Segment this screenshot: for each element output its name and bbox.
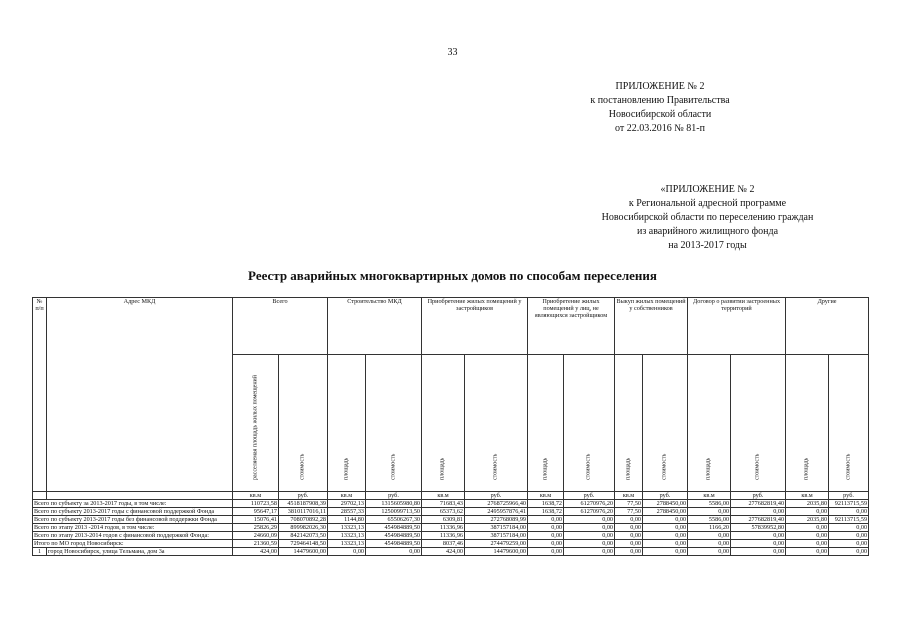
header-construction: Строительство МКД xyxy=(328,298,422,355)
subheader-area: площадь xyxy=(688,355,731,492)
row-value-cell: 0,00 xyxy=(786,508,829,516)
row-value-cell: 0,00 xyxy=(366,548,422,556)
table-row xyxy=(33,508,869,516)
row-value-cell: 0,00 xyxy=(829,508,869,516)
row-value-cell: 0,00 xyxy=(615,524,643,532)
row-value-cell: 0,00 xyxy=(829,532,869,540)
row-value-cell: 0,00 xyxy=(328,548,366,556)
row-value-cell: 0,00 xyxy=(786,548,829,556)
subheader-area: площадь xyxy=(615,355,643,492)
row-value-cell: 71683,43 xyxy=(422,500,465,508)
row-value-cell: 2768725966,40 xyxy=(465,500,528,508)
row-label: Итого по МО город Новосибирск: xyxy=(33,540,233,548)
unit-rub: руб. xyxy=(279,492,328,500)
row-label: Всего по субъекту за 2013-2017 годы, в том числе: xyxy=(33,500,233,508)
row-value-cell: 0,00 xyxy=(731,548,786,556)
row-value-cell: 0,00 xyxy=(615,532,643,540)
row-value-cell: 13323,13 xyxy=(328,532,366,540)
header-other: Другие xyxy=(786,298,869,355)
header-development-agreement: Договор о развитии застроенных территорий xyxy=(688,298,786,355)
row-value-cell: 0,00 xyxy=(564,516,615,524)
row-value-cell: 0,00 xyxy=(643,548,688,556)
row-value-cell: 274479259,00 xyxy=(465,540,528,548)
row-value-cell: 65373,62 xyxy=(422,508,465,516)
subheader-cost: стоимость xyxy=(829,355,869,492)
row-value-cell: 92113715,59 xyxy=(829,500,869,508)
row-value-cell: 13323,13 xyxy=(328,524,366,532)
row-value-cell: 277682819,40 xyxy=(731,500,786,508)
unit-sqm: кв.м xyxy=(786,492,829,500)
unit-rub: руб. xyxy=(643,492,688,500)
row-value-cell: 0,00 xyxy=(528,532,564,540)
appendix-line: от 22.03.2016 № 81-п xyxy=(615,123,705,134)
row-value-cell: 21360,59 xyxy=(233,540,279,548)
subheader-cost: стоимость xyxy=(731,355,786,492)
row-value-cell: 0,00 xyxy=(731,540,786,548)
row-value-cell: 13323,13 xyxy=(328,540,366,548)
subheader-cost: стоимость xyxy=(564,355,615,492)
row-value-cell: 110723,58 xyxy=(233,500,279,508)
row-label: город Новосибирск, улица Тельмана, дом 3а xyxy=(47,548,233,556)
header-buyout: Выкуп жилых помещений у собственников xyxy=(615,298,688,355)
registry-table xyxy=(32,297,869,556)
row-value-cell: 842142073,50 xyxy=(279,532,328,540)
row-value-cell: 0,00 xyxy=(615,540,643,548)
header-address: Адрес МКД xyxy=(47,298,233,492)
table-row xyxy=(33,548,869,556)
row-value-cell: 387157184,00 xyxy=(465,524,528,532)
appendix-block-resolution xyxy=(560,80,760,136)
appendix-line: на 2013-2017 годы xyxy=(668,240,747,251)
row-value-cell: 4518187908,39 xyxy=(279,500,328,508)
row-value-cell: 61270976,20 xyxy=(564,508,615,516)
row-value-cell: 272768089,99 xyxy=(465,516,528,524)
row-label: Всего по субъекту 2013-2017 годы без финансовой поддержки Фонда xyxy=(33,516,233,524)
row-value-cell: 25826,29 xyxy=(233,524,279,532)
row-value-cell: 729464148,50 xyxy=(279,540,328,548)
appendix-line: к постановлению Правительства xyxy=(590,95,730,106)
row-value-cell: 0,00 xyxy=(528,548,564,556)
unit-cell-empty xyxy=(47,492,233,500)
row-value-cell: 5586,00 xyxy=(688,500,731,508)
row-value-cell: 8037,46 xyxy=(422,540,465,548)
row-value-cell: 2035,80 xyxy=(786,500,829,508)
row-value-cell: 1315605980,80 xyxy=(366,500,422,508)
row-value-cell: 61270976,20 xyxy=(564,500,615,508)
row-value-cell: 0,00 xyxy=(786,524,829,532)
row-value-cell: 454984889,50 xyxy=(366,532,422,540)
row-value-cell: 0,00 xyxy=(688,540,731,548)
row-value-cell: 0,00 xyxy=(643,516,688,524)
row-value-cell: 3810117016,11 xyxy=(279,508,328,516)
subheader-area: площадь xyxy=(786,355,829,492)
row-value-cell: 28557,33 xyxy=(328,508,366,516)
row-value-cell: 0,00 xyxy=(615,516,643,524)
appendix-line: из аварийного жилищного фонда xyxy=(636,226,779,237)
appendix-block-program xyxy=(555,183,860,253)
unit-sqm: кв.м xyxy=(615,492,643,500)
unit-rub: руб. xyxy=(731,492,786,500)
row-value-cell: 277682819,40 xyxy=(731,516,786,524)
subheader-area: площадь xyxy=(328,355,366,492)
row-value-cell: 0,00 xyxy=(528,540,564,548)
row-value-cell: 0,00 xyxy=(731,508,786,516)
row-value-cell: 2495957876,41 xyxy=(465,508,528,516)
row-value-cell: 14479600,00 xyxy=(279,548,328,556)
row-value-cell: 1250099713,50 xyxy=(366,508,422,516)
row-value-cell: 0,00 xyxy=(786,540,829,548)
subheader-cost: стоимость xyxy=(643,355,688,492)
row-value-cell: 387157184,00 xyxy=(465,532,528,540)
row-label: Всего по этапу 2013-2014 годов с финансовой поддержкой Фонда: xyxy=(33,532,233,540)
row-value-cell: 0,00 xyxy=(731,532,786,540)
unit-sqm: кв.м xyxy=(233,492,279,500)
page-number: 33 xyxy=(447,47,458,58)
row-value-cell: 0,00 xyxy=(564,532,615,540)
row-value-cell: 0,00 xyxy=(688,508,731,516)
subheader-area: площадь xyxy=(528,355,564,492)
row-value-cell: 0,00 xyxy=(829,524,869,532)
appendix-line: Новосибирской области xyxy=(608,109,712,120)
row-value-cell: 0,00 xyxy=(615,548,643,556)
row-value-cell: 424,00 xyxy=(422,548,465,556)
row-value-cell: 6309,81 xyxy=(422,516,465,524)
row-label: Всего по этапу 2013 -2014 годов, в том числе: xyxy=(33,524,233,532)
row-value-cell: 5586,00 xyxy=(688,516,731,524)
row-value-cell: 708070892,28 xyxy=(279,516,328,524)
row-value-cell: 1166,20 xyxy=(688,524,731,532)
unit-sqm: кв.м xyxy=(328,492,366,500)
row-value-cell: 11336,96 xyxy=(422,532,465,540)
row-value-cell: 57839952,80 xyxy=(731,524,786,532)
row-value-cell: 0,00 xyxy=(829,548,869,556)
table-row xyxy=(33,516,869,524)
row-value-cell: 77,50 xyxy=(615,500,643,508)
unit-rub: руб. xyxy=(366,492,422,500)
row-value-cell: 29702,13 xyxy=(328,500,366,508)
subheader-cost: стоимость xyxy=(366,355,422,492)
table-units-row xyxy=(33,492,869,500)
table-row xyxy=(33,524,869,532)
unit-sqm: кв.м xyxy=(528,492,564,500)
row-value-cell: 15076,41 xyxy=(233,516,279,524)
appendix-line: Новосибирской области по переселению граждан xyxy=(601,212,814,223)
row-value-cell: 2035,80 xyxy=(786,516,829,524)
row-value-cell: 95647,17 xyxy=(233,508,279,516)
row-value-cell: 0,00 xyxy=(564,540,615,548)
unit-rub: руб. xyxy=(829,492,869,500)
row-value-cell: 0,00 xyxy=(688,532,731,540)
unit-cell-empty xyxy=(33,492,47,500)
table-row xyxy=(33,500,869,508)
row-value-cell: 0,00 xyxy=(528,516,564,524)
row-value-cell: 454984889,50 xyxy=(366,540,422,548)
appendix-line: ПРИЛОЖЕНИЕ № 2 xyxy=(615,81,705,92)
row-value-cell: 14479600,00 xyxy=(465,548,528,556)
row-label: Всего по субъекту 2013-2017 годы с финансовой поддержкой Фонда xyxy=(33,508,233,516)
header-purchase-developers: Приобретение жилых помещений у застройщиков xyxy=(422,298,528,355)
row-value-cell: 65506267,30 xyxy=(366,516,422,524)
unit-rub: руб. xyxy=(564,492,615,500)
row-value-cell: 0,00 xyxy=(786,532,829,540)
row-value-cell: 2788450,00 xyxy=(643,508,688,516)
row-value-cell: 1638,72 xyxy=(528,500,564,508)
row-value-cell: 0,00 xyxy=(643,540,688,548)
header-purchase-non-developers: Приобретение жилых помещений у лиц, не являющихся застройщиком xyxy=(528,298,615,355)
row-value-cell: 0,00 xyxy=(829,540,869,548)
row-value-cell: 77,50 xyxy=(615,508,643,516)
row-value-cell: 11336,96 xyxy=(422,524,465,532)
row-value-cell: 0,00 xyxy=(643,524,688,532)
row-value-cell: 2788450,00 xyxy=(643,500,688,508)
row-value-cell: 454984889,50 xyxy=(366,524,422,532)
row-value-cell: 0,00 xyxy=(528,524,564,532)
table-row xyxy=(33,540,869,548)
unit-rub: руб. xyxy=(465,492,528,500)
row-value-cell: 424,00 xyxy=(233,548,279,556)
header-total: Всего xyxy=(233,298,328,355)
document-title: Реестр аварийных многоквартирных домов по способам переселения xyxy=(248,268,657,283)
unit-sqm: кв.м xyxy=(422,492,465,500)
row-value-cell: 1144,80 xyxy=(328,516,366,524)
table-group-header-row xyxy=(33,298,869,355)
unit-sqm: кв.м xyxy=(688,492,731,500)
row-value-cell: 24660,09 xyxy=(233,532,279,540)
appendix-line: «ПРИЛОЖЕНИЕ № 2 xyxy=(660,184,755,195)
row-value-cell: 1638,72 xyxy=(528,508,564,516)
row-value-cell: 0,00 xyxy=(564,524,615,532)
row-number: 1 xyxy=(33,548,47,556)
row-value-cell: 899982026,30 xyxy=(279,524,328,532)
row-value-cell: 92113715,59 xyxy=(829,516,869,524)
table-row xyxy=(33,532,869,540)
header-number: № п/п xyxy=(33,298,47,492)
subheader-area: площадь xyxy=(422,355,465,492)
row-value-cell: 0,00 xyxy=(643,532,688,540)
subheader-cost: стоимость xyxy=(465,355,528,492)
row-value-cell: 0,00 xyxy=(564,548,615,556)
subheader-area-total: расселяемая площадь жилых помещений xyxy=(233,355,279,492)
row-value-cell: 0,00 xyxy=(688,548,731,556)
appendix-line: к Региональной адресной программе xyxy=(628,198,787,209)
subheader-cost: стоимость xyxy=(279,355,328,492)
